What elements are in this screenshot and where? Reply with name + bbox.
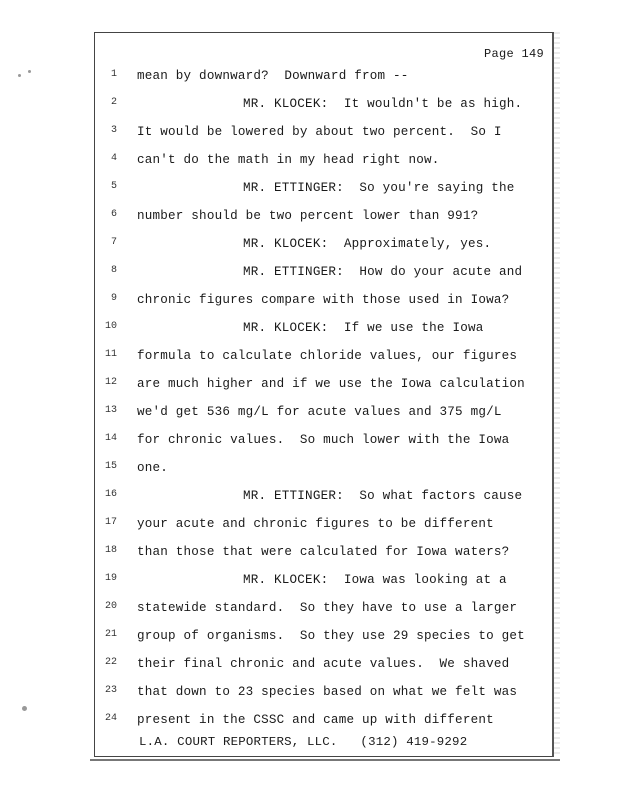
transcript-line: formula to calculate chloride values, our figures bbox=[137, 349, 518, 363]
line-number: 21 bbox=[104, 629, 117, 640]
line-number: 14 bbox=[104, 433, 117, 444]
line-number: 18 bbox=[104, 545, 117, 556]
transcript-page bbox=[94, 32, 554, 757]
transcript-line: one. bbox=[137, 461, 169, 475]
line-number: 4 bbox=[110, 153, 117, 164]
transcript-line: MR. KLOCEK: Approximately, yes. bbox=[243, 237, 492, 251]
line-number: 12 bbox=[104, 377, 117, 388]
transcript-line: MR. KLOCEK: If we use the Iowa bbox=[243, 321, 484, 335]
line-number: 22 bbox=[104, 657, 117, 668]
transcript-line: your acute and chronic figures to be different bbox=[137, 517, 494, 531]
line-number: 7 bbox=[110, 237, 117, 248]
line-number: 2 bbox=[110, 97, 117, 108]
transcript-line: than those that were calculated for Iowa waters? bbox=[137, 545, 510, 559]
line-number: 3 bbox=[110, 125, 117, 136]
line-number: 24 bbox=[104, 713, 117, 724]
transcript-line: MR. KLOCEK: Iowa was looking at a bbox=[243, 573, 507, 587]
transcript-line: for chronic values. So much lower with the Iowa bbox=[137, 433, 510, 447]
transcript-line: we'd get 536 mg/L for acute values and 375 mg/L bbox=[137, 405, 502, 419]
transcript-line: number should be two percent lower than 991? bbox=[137, 209, 479, 223]
line-number: 20 bbox=[104, 601, 117, 612]
line-number: 15 bbox=[104, 461, 117, 472]
scan-speck bbox=[28, 70, 31, 73]
transcript-line: statewide standard. So they have to use a larger bbox=[137, 601, 518, 615]
page-footer: L.A. COURT REPORTERS, LLC. (312) 419-9292 bbox=[139, 735, 468, 749]
scan-speck bbox=[18, 74, 21, 77]
line-number: 10 bbox=[104, 321, 117, 332]
line-number: 8 bbox=[110, 265, 117, 276]
line-number: 5 bbox=[110, 181, 117, 192]
line-number: 17 bbox=[104, 517, 117, 528]
line-number: 6 bbox=[110, 209, 117, 220]
line-number: 9 bbox=[110, 293, 117, 304]
transcript-line: their final chronic and acute values. We shaved bbox=[137, 657, 510, 671]
page-number: Page 149 bbox=[483, 47, 544, 61]
transcript-line: present in the CSSC and came up with different bbox=[137, 713, 494, 727]
line-number: 19 bbox=[104, 573, 117, 584]
transcript-line: that down to 23 species based on what we felt was bbox=[137, 685, 518, 699]
transcript-line: can't do the math in my head right now. bbox=[137, 153, 440, 167]
transcript-line: group of organisms. So they use 29 species to get bbox=[137, 629, 525, 643]
transcript-line: It would be lowered by about two percent. So I bbox=[137, 125, 502, 139]
transcript-line: chronic figures compare with those used in Iowa? bbox=[137, 293, 510, 307]
transcript-line: MR. KLOCEK: It wouldn't be as high. bbox=[243, 97, 523, 111]
line-number: 11 bbox=[104, 349, 117, 360]
transcript-line: MR. ETTINGER: So you're saying the bbox=[243, 181, 515, 195]
scan-speck bbox=[22, 706, 27, 711]
scan-edge-artifact bbox=[554, 32, 560, 757]
line-number: 23 bbox=[104, 685, 117, 696]
bottom-rule bbox=[90, 759, 560, 761]
transcript-line: are much higher and if we use the Iowa calculation bbox=[137, 377, 525, 391]
line-number: 16 bbox=[104, 489, 117, 500]
transcript-line: mean by downward? Downward from -- bbox=[137, 69, 409, 83]
line-number: 13 bbox=[104, 405, 117, 416]
transcript-line: MR. ETTINGER: So what factors cause bbox=[243, 489, 523, 503]
transcript-line: MR. ETTINGER: How do your acute and bbox=[243, 265, 523, 279]
line-number: 1 bbox=[110, 69, 117, 80]
